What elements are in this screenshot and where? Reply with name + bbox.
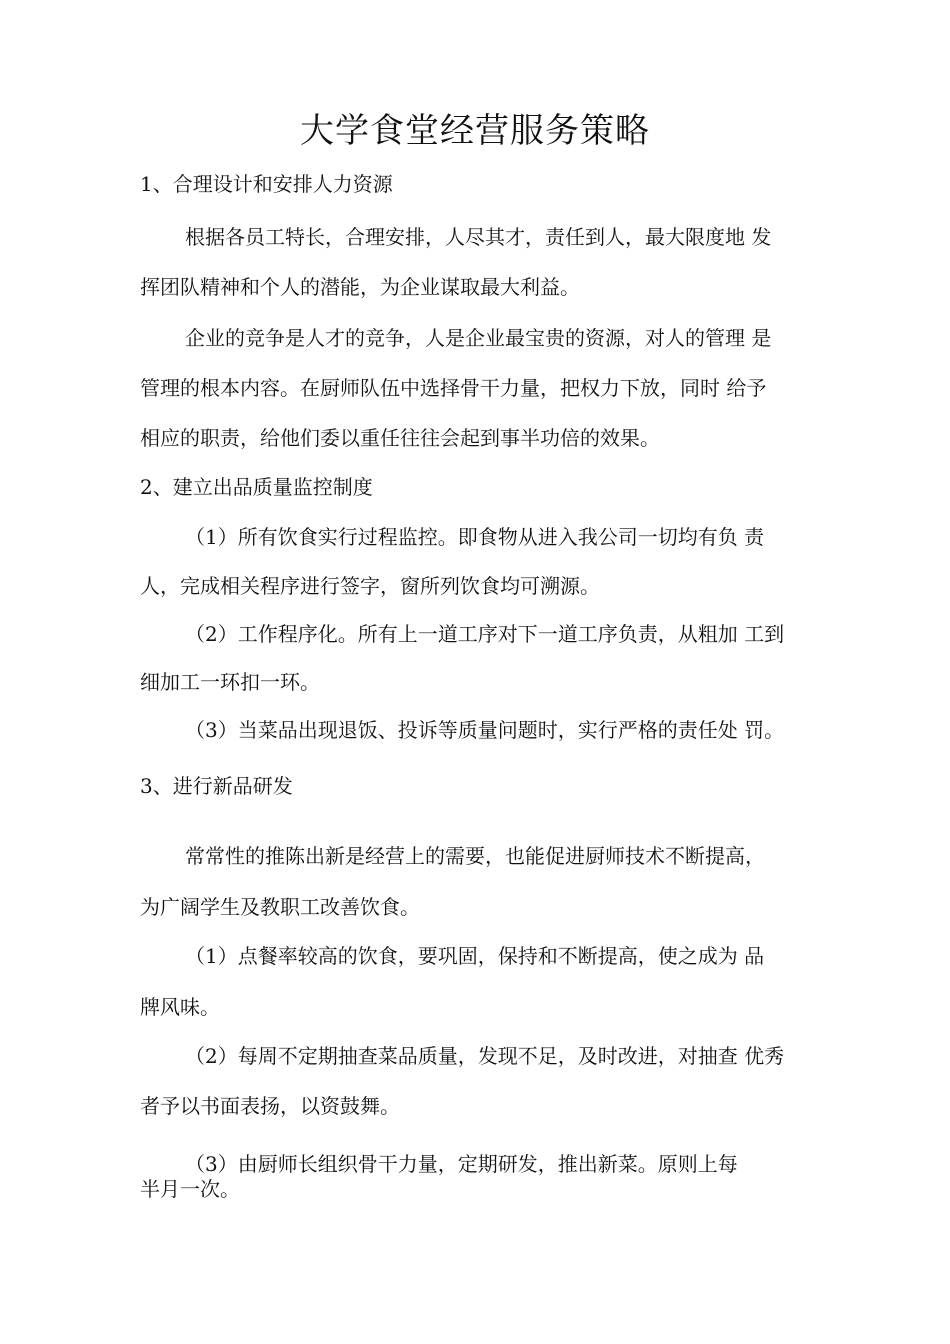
- paragraph-line: 挥团队精神和个人的潜能，为企业谋取最大利益。: [140, 275, 580, 299]
- paragraph-line: 管理的根本内容。在厨师队伍中选择骨干力量，把权力下放，同时 给予: [140, 376, 767, 400]
- paragraph-line: （1）所有饮食实行过程监控。即食物从进入我公司一切均有负 责: [185, 525, 765, 549]
- paragraph-line: （2）工作程序化。所有上一道工序对下一道工序负责，从粗加 工到: [185, 622, 785, 646]
- paragraph-line: 相应的职责，给他们委以重任往往会起到事半功倍的效果。: [140, 426, 660, 450]
- paragraph-line: 为广阔学生及教职工改善饮食。: [140, 895, 420, 919]
- paragraph-line: （2）每周不定期抽查菜品质量，发现不足，及时改进，对抽查 优秀: [185, 1044, 785, 1068]
- paragraph-line: （3）由厨师长组织骨干力量，定期研发，推出新菜。原则上每: [185, 1152, 738, 1176]
- paragraph-line: 半月一次。: [140, 1177, 240, 1201]
- paragraph-line: 人，完成相关程序进行签字，窗所列饮食均可溯源。: [140, 574, 600, 598]
- paragraph-line: 企业的竞争是人才的竞争，人是企业最宝贵的资源，对人的管理 是: [185, 326, 772, 350]
- paragraph-line: （1）点餐率较高的饮食，要巩固，保持和不断提高，使之成为 品: [185, 944, 765, 968]
- paragraph-line: 常常性的推陈出新是经营上的需要，也能促进厨师技术不断提高，: [185, 844, 765, 868]
- section-heading: 3、进行新品研发: [140, 774, 293, 798]
- paragraph-line: 根据各员工特长，合理安排，人尽其才，责任到人，最大限度地 发: [185, 225, 772, 249]
- paragraph-line: 细加工一环扣一环。: [140, 670, 320, 694]
- section-heading: 2、建立出品质量监控制度: [140, 475, 373, 499]
- paragraph-line: 牌风味。: [140, 995, 220, 1019]
- paragraph-line: （3）当菜品出现退饭、投诉等质量问题时，实行严格的责任处 罚。: [185, 718, 785, 742]
- paragraph-line: 者予以书面表扬，以资鼓舞。: [140, 1094, 400, 1118]
- section-heading: 1、合理设计和安排人力资源: [140, 172, 393, 196]
- document-title: 大学食堂经营服务策略: [300, 111, 650, 151]
